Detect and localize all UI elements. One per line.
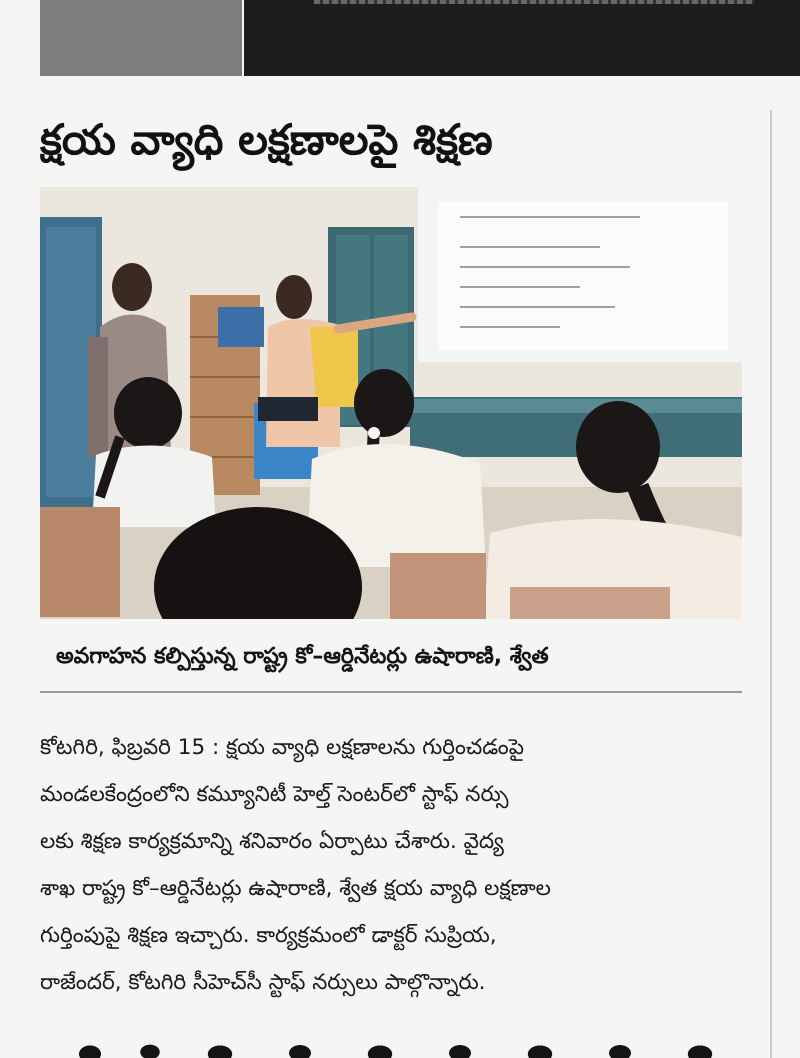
article-photo (40, 187, 742, 619)
photo-caption: అవగాహన కల్పిస్తున్న రాష్ట్ర కో–ఆర్డినేటర్లు ఉషారాణి, శ్వేత (56, 644, 549, 669)
masthead-gray-block (40, 0, 242, 76)
masthead-dark-block (244, 0, 800, 76)
body-line-1: కోటగిరి, ఫిబ్రవరి 15 : క్షయ వ్యాధి లక్షణాలను గుర్తించడంపై (40, 735, 524, 760)
body-line-3: లకు శిక్షణ కార్యక్రమాన్ని శనివారం ఏర్పాటు చేశారు. వైద్య (40, 829, 504, 854)
training-session-photo (40, 187, 742, 619)
cropped-headline-ink (60, 1036, 740, 1058)
caption-divider (40, 691, 742, 693)
next-article-headline-cropped (40, 1022, 760, 1058)
body-line-2: మండలకేంద్రంలోని కమ్యూనిటీ హెల్త్ సెంటర్‌లో స్టాఫ్ నర్సు (40, 782, 509, 807)
body-line-6: రాజేందర్, కోటగిరి సీహెచ్‌సీ స్టాఫ్ నర్సులు పాల్గొన్నారు. (40, 970, 486, 995)
masthead-text-strip (314, 0, 754, 4)
body-line-5: గుర్తింపుపై శిక్షణ ఇచ్చారు. కార్యక్రమంలో డాక్టర్ సుప్రియ, (40, 923, 497, 948)
body-line-4: శాఖ రాష్ట్ర కో–ఆర్డినేటర్లు ఉషారాణి, శ్వేత క్షయ వ్యాధి లక్షణాల (40, 876, 551, 901)
column-divider (770, 110, 772, 1058)
article-body (40, 724, 746, 1006)
article-headline: క్షయ వ్యాధి లక్షణాలపై శిక్షణ (40, 115, 493, 164)
